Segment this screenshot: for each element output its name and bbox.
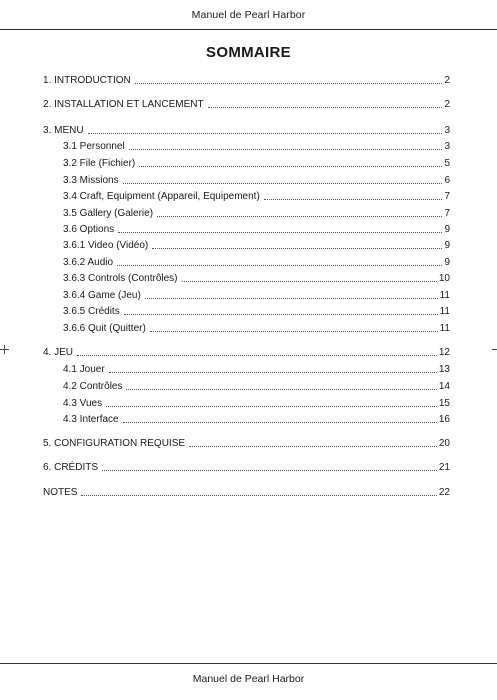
toc-leader-dots	[157, 215, 442, 217]
footer-rule	[0, 663, 497, 664]
toc-entry-label: 1. INTRODUCTION	[43, 75, 131, 86]
toc-entry-label: 3.6.2 Audio	[63, 257, 114, 268]
toc-entry-page: 6	[444, 175, 450, 186]
header-rule	[0, 29, 497, 30]
toc-entry-label: NOTES	[43, 487, 78, 498]
toc-leader-dots	[182, 280, 437, 282]
toc-entry[interactable]	[43, 74, 450, 87]
toc-entry-page: 7	[444, 208, 450, 219]
toc-leader-dots	[124, 313, 438, 315]
toc-entry[interactable]	[63, 140, 450, 153]
toc-entry-page: 9	[444, 224, 450, 235]
toc-entry[interactable]	[63, 256, 450, 269]
toc-entry-label: 6. CRÉDITS	[43, 462, 99, 473]
toc-leader-dots	[118, 231, 442, 233]
toc-leader-dots	[123, 182, 443, 184]
toc-entry-label: 5. CONFIGURATION REQUISE	[43, 438, 186, 449]
toc-leader-dots	[139, 165, 442, 167]
toc-entry-label: 3.6.6 Quit (Quitter)	[63, 323, 146, 334]
toc-leader-dots	[189, 445, 437, 447]
toc-entry[interactable]	[63, 413, 450, 426]
toc-leader-dots	[102, 469, 437, 471]
toc-entry-page: 5	[444, 158, 450, 169]
toc-leader-dots	[264, 198, 443, 200]
toc-entry-page: 9	[444, 257, 450, 268]
toc-leader-dots	[106, 405, 437, 407]
toc-entry[interactable]	[43, 486, 450, 499]
toc-leader-dots	[150, 330, 438, 332]
toc-entry-page: 12	[438, 347, 450, 358]
toc-entry-label: 3.6.3 Controls (Contrôles)	[63, 273, 178, 284]
toc-entry[interactable]	[43, 461, 450, 474]
page-header: Manuel de Pearl Harbor	[191, 9, 306, 21]
toc-entry-page: 10	[438, 273, 450, 284]
toc-entry-page: 15	[438, 398, 450, 409]
toc-entry-page: 7	[444, 191, 450, 202]
toc-entry[interactable]	[43, 346, 450, 359]
toc-leader-dots	[123, 421, 437, 423]
toc-leader-dots	[109, 371, 437, 373]
toc-entry[interactable]	[63, 305, 450, 318]
toc-entry-label: 3. MENU	[43, 125, 84, 136]
toc-leader-dots	[88, 132, 443, 134]
toc-entry-label: 2. INSTALLATION ET LANCEMENT	[43, 99, 204, 110]
toc-entry-page: 9	[444, 240, 450, 251]
toc-entry[interactable]	[63, 289, 450, 302]
toc-entry[interactable]	[63, 397, 450, 410]
toc-entry-page: 22	[438, 487, 450, 498]
toc-entry-page: 13	[438, 364, 450, 375]
toc-leader-dots	[81, 494, 436, 496]
toc-entry-label: 4.2 Contrôles	[63, 381, 123, 392]
toc-entry[interactable]	[63, 207, 450, 220]
toc-entry-page: 2	[444, 99, 450, 110]
toc-leader-dots	[126, 388, 436, 390]
toc-entry-page: 20	[438, 438, 450, 449]
toc-entry-label: 3.5 Gallery (Galerie)	[63, 208, 154, 219]
crop-mark-right	[492, 349, 497, 350]
toc-entry[interactable]	[63, 272, 450, 285]
toc-entry[interactable]	[63, 157, 450, 170]
toc-entry[interactable]	[63, 190, 450, 203]
toc-entry-page: 16	[438, 414, 450, 425]
toc-entry-label: 4.3 Vues	[63, 398, 103, 409]
toc-entry-page: 3	[444, 125, 450, 136]
toc-entry-page: 2	[444, 75, 450, 86]
page-footer: Manuel de Pearl Harbor	[192, 673, 305, 685]
toc-entry[interactable]	[63, 322, 450, 335]
toc-entry-page: 11	[439, 323, 450, 334]
toc-entry-page: 14	[438, 381, 450, 392]
toc-entry[interactable]	[43, 437, 450, 450]
toc-entry-label: 3.6 Options	[63, 224, 115, 235]
toc-entry-label: 4.3 Interface	[63, 414, 119, 425]
toc-entry[interactable]	[43, 98, 450, 111]
toc-leader-dots	[208, 106, 443, 108]
toc-leader-dots	[77, 354, 437, 356]
toc-leader-dots	[135, 82, 443, 84]
toc-leader-dots	[145, 297, 438, 299]
toc-entry-page: 3	[444, 141, 450, 152]
toc-entry[interactable]	[63, 363, 450, 376]
toc-entry-page: 11	[439, 290, 450, 301]
toc-entry-label: 3.6.1 Video (Vidéo)	[63, 240, 149, 251]
toc-entry[interactable]	[63, 174, 450, 187]
toc-entry-label: 3.1 Personnel	[63, 141, 125, 152]
toc-entry-label: 4. JEU	[43, 347, 74, 358]
toc-entry-page: 11	[439, 306, 450, 317]
toc-leader-dots	[117, 264, 442, 266]
toc-entry[interactable]	[63, 223, 450, 236]
toc-entry-label: 3.4 Craft, Equipment (Appareil, Equipement)	[63, 191, 260, 202]
page-title: SOMMAIRE	[206, 44, 291, 61]
toc-entry[interactable]	[43, 124, 450, 137]
toc-leader-dots	[152, 247, 442, 249]
toc-entry-label: 3.3 Missions	[63, 175, 119, 186]
toc-entry-label: 3.6.5 Crédits	[63, 306, 120, 317]
toc-leader-dots	[129, 148, 443, 150]
toc-entry-label: 4.1 Jouer	[63, 364, 105, 375]
toc-entry[interactable]	[63, 380, 450, 393]
toc-entry-label: 3.2 File (Fichier)	[63, 158, 136, 169]
toc-entry-label: 3.6.4 Game (Jeu)	[63, 290, 141, 301]
toc-entry-page: 21	[438, 462, 450, 473]
toc-entry[interactable]	[63, 239, 450, 252]
crop-mark-left-tick	[4, 345, 5, 354]
